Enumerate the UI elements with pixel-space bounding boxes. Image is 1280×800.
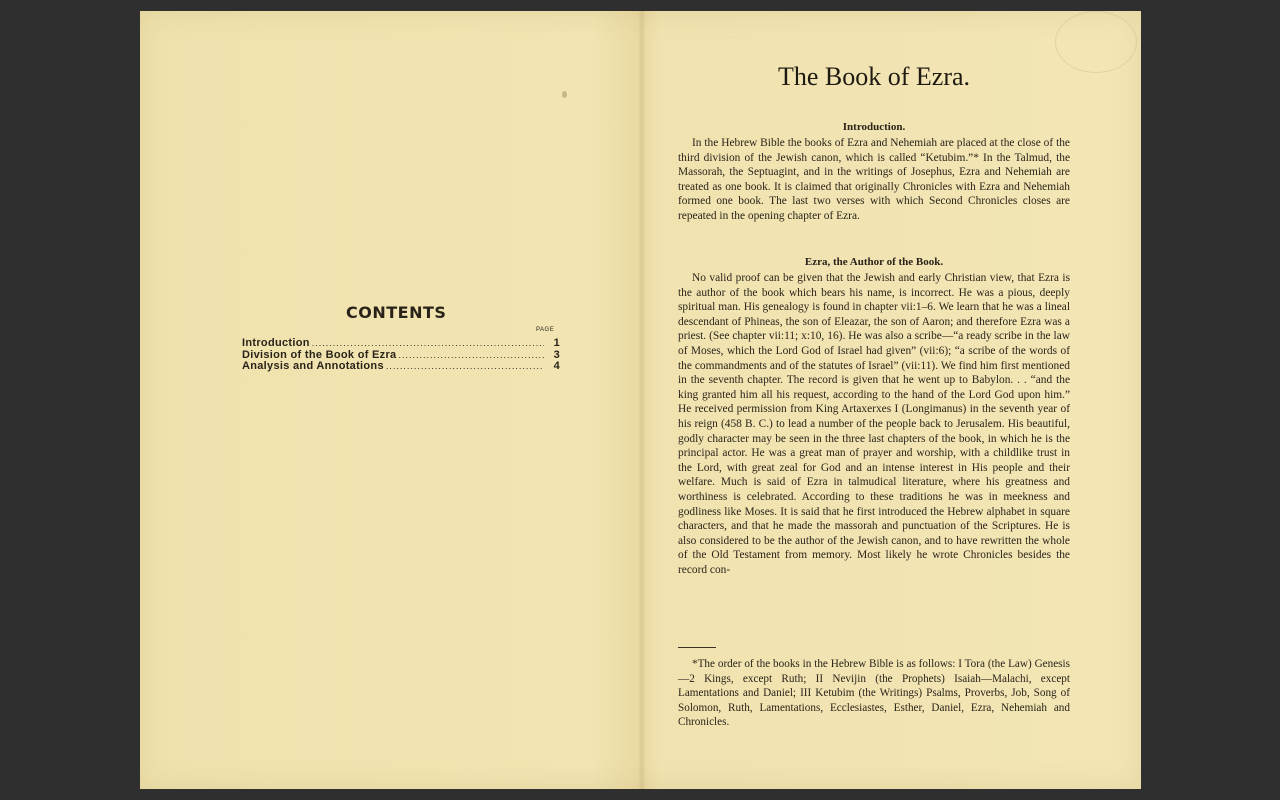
toc-entry-analysis[interactable] <box>242 361 560 373</box>
toc-page-number: 4 <box>553 360 560 372</box>
toc-page-number: 1 <box>553 337 560 349</box>
introduction-paragraph: In the Hebrew Bible the books of Ezra and Nehemiah are placed at the close of the third division of the Jewish canon, which is called “Ketubim.”* In the Talmud, the Massorah, the Septuagint, and in the writings of Josephus, Ezra and Nehemiah are treated as one book. It is claimed that originally Chronicles with Ezra and Nehemiah formed one book. The last two verses with which Second Chronicles closes are repeated in the opening chapter of Ezra. <box>678 137 1070 222</box>
toc-leader-dots <box>312 338 544 350</box>
toc-entry-introduction[interactable] <box>242 338 560 350</box>
book-spread <box>140 11 1141 789</box>
toc-page-number: 3 <box>553 348 560 361</box>
author-heading: Ezra, the Author of the Book. <box>804 256 944 268</box>
toc-label: Analysis and Annotations <box>242 360 384 372</box>
toc-leader-dots <box>386 361 544 373</box>
toc-label: Introduction <box>242 337 310 349</box>
book-title: The Book of Ezra. <box>777 62 971 91</box>
page-column-label: PAGE <box>536 327 555 333</box>
author-paragraph: No valid proof can be given that the Jewish and early Christian view, that Ezra is the author of the book which bears his name, is incorrect. He was a pious, deeply spiritual man. His genealogy is found in chapter vii:1–6. We learn that he was a lineal descendant of Phineas, the son of Eleazar, the son of Aaron; and therefore Ezra was a priest. (See chapter vii:11; x:10, 16). He was also a scribe—“a ready scribe in the law of Moses, which the Lord God of Israel had given” (vii:6); “a scribe of the words of the commandments and of the statutes of Israel” (vii:11). We find him first mentioned in the seventh chapter. The record is given that he went up to Babylon. . . “and the king granted him all his request, according to the hand of the Lord God upon him.” He received permission from King Artaxerxes I (Longimanus) in the seventh year of his reign (458 B. C.) to lead a number of the people back to Jerusalem. His beautiful, godly character may be seen in the three last chapters of the book, in which he is the principal actor. He was a great man of prayer and worship, with a childlike trust in the Lord, with great zeal for God and an intense interest in His people and their welfare. Much is said of Ezra in talmudical literature, where his greatness and worthiness is celebrated. According to these traditions he was in meekness and godliness like Moses. It is said that he first introduced the Hebrew alphabet in square characters, and that he made the massorah and punctuation of the Scriptures. He is also considered to be the author of the Jewish canon, and to have rewritten the whole of the Old Testament from memory. Most likely he wrote Chronicles besides the record con- <box>678 272 1070 576</box>
footnote: *The order of the books in the Hebrew Bible is as follows: I Tora (the Law) Genesis—2 Kings, except Ruth; II Nevijin (the Prophets) Isaiah—Malachi, except Lamentations and Daniel; III Ketubim (the Writings) Psalms, Proverbs, Job, Song of Solomon, Ruth, Lamentations, Ecclesiastes, Esther, Daniel, Ezra, Nehemiah and Chronicles. <box>678 658 1070 729</box>
toc-leader-dots <box>398 350 544 362</box>
table-of-contents <box>242 338 560 373</box>
page-gutter <box>638 11 646 789</box>
paper-speck <box>562 91 567 98</box>
contents-title: CONTENTS <box>346 303 447 322</box>
introduction-heading: Introduction. <box>842 121 906 133</box>
footnote-rule <box>678 647 716 648</box>
toc-label: Division of the Book of Ezra <box>242 348 397 361</box>
